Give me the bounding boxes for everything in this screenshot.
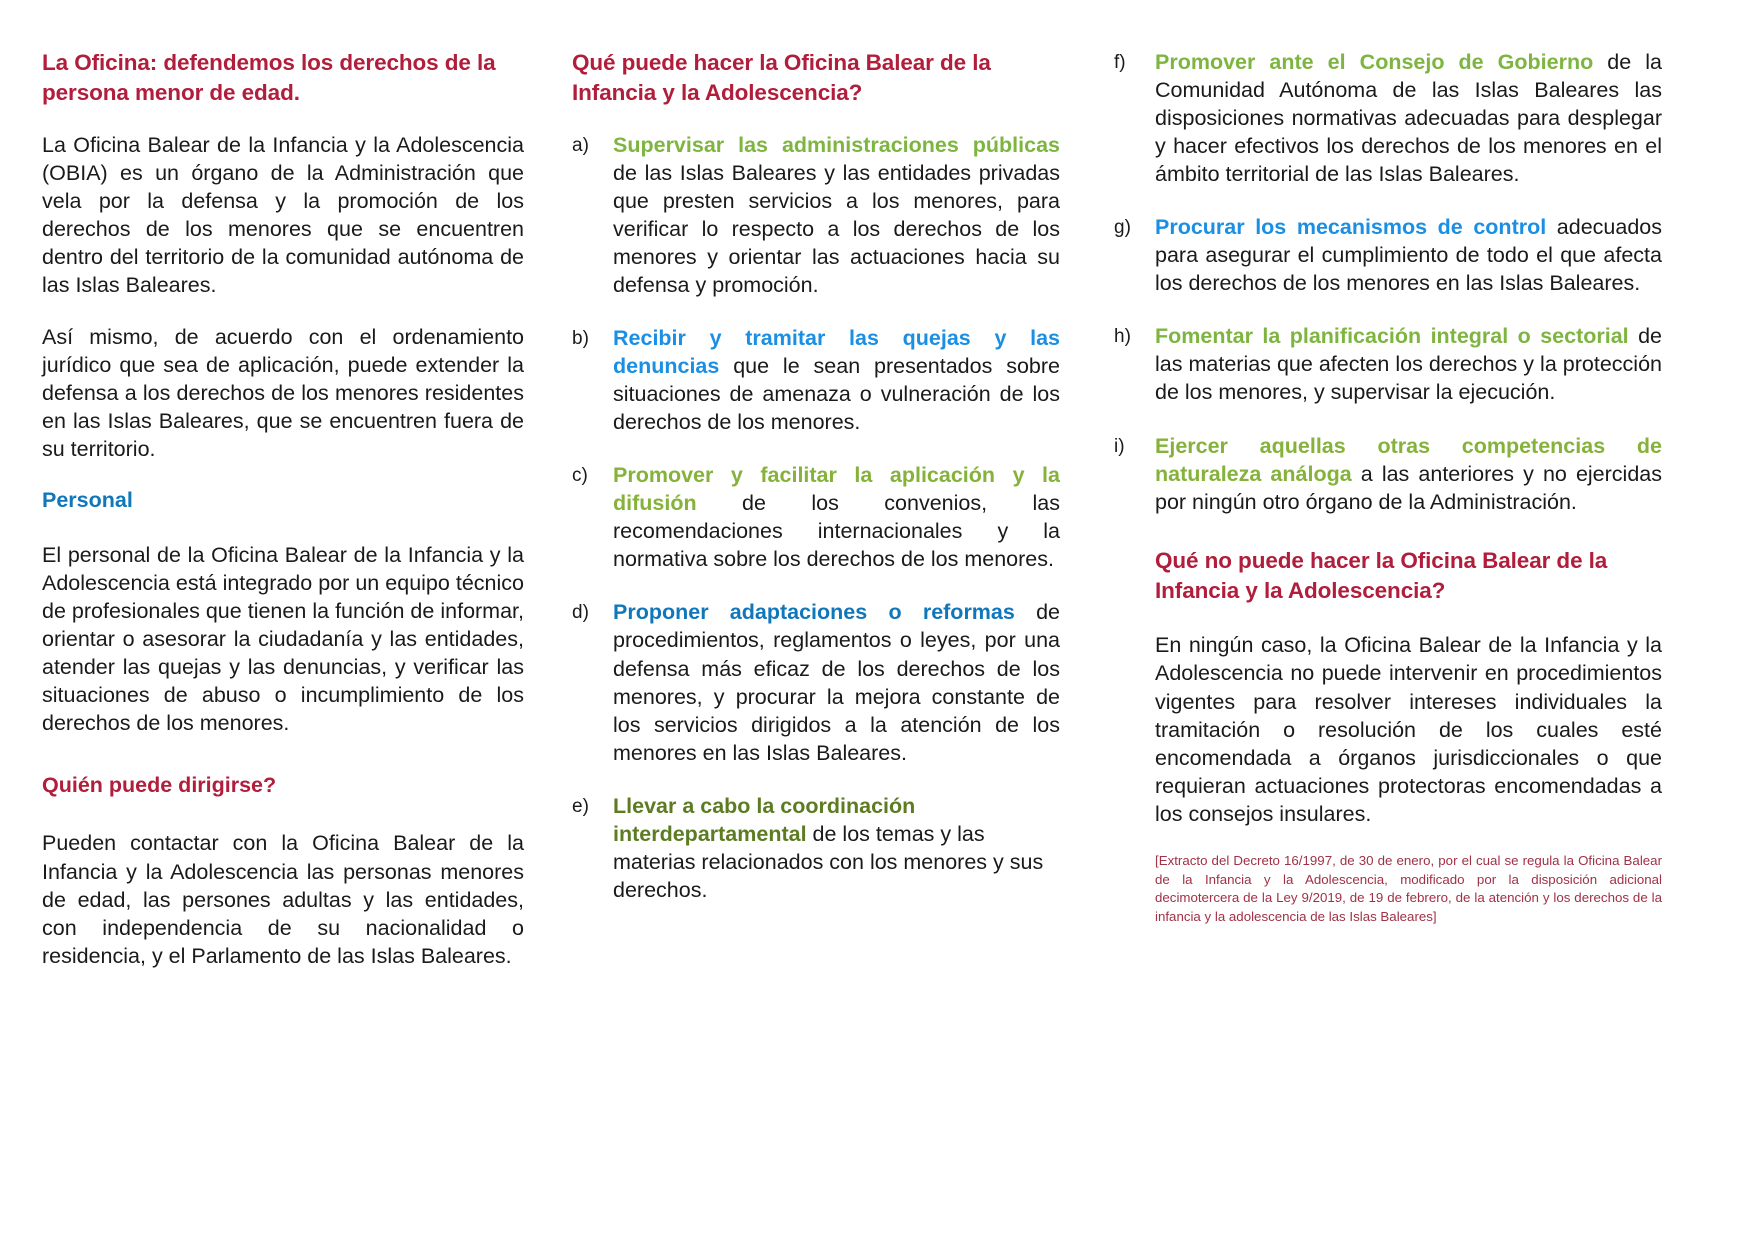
list-item-rest: de procedimientos, reglamentos o leyes, por una defensa más eficaz de los derechos de los menores, y procurar la mejora constante de los servicios dirigidos a la atención de los menores en las Islas Baleares. [613,600,1060,765]
three-column-layout [42,48,1712,1221]
competences-list-part-1 [572,131,1060,904]
list-marker: g) [1114,217,1131,239]
section-title-what-office-can-do: Qué puede hacer la Oficina Balear de la Infancia y la Adolescencia? [572,50,991,106]
list-item [572,324,1060,436]
list-item [572,131,1060,299]
paragraph-personal-description: El personal de la Oficina Balear de la Infancia y la Adolescencia está integrado por un equipo técnico de profesionales que tienen la función de informar, orientar o asesorar la ciudadanía y las entidades, atender las quejas y las denuncias, y verificar las situaciones de abuso o incumplimiento de los derechos de los menores. [42,543,524,736]
list-item-rest: de los temas y las materias relacionados con los menores y sus derechos. [613,821,1044,902]
subheading-personal: Personal [42,488,133,513]
list-item-rest: de la Comunidad Autónoma de las Islas Baleares las disposiciones normativas adecuadas para desplegar y hacer efectivos los derechos de los menores en el ámbito territorial de las Islas Baleares. [1155,50,1662,187]
list-item [1114,432,1662,516]
list-marker: b) [572,328,589,350]
list-item-rest: a las anteriores y no ejercidas por ningún otro órgano de la Administración. [1155,461,1662,514]
list-item-rest: adecuados para asegurar el cumplimiento de todo el que afecta los derechos de los menores en las Islas Baleares. [1155,215,1662,296]
list-item-lead: Supervisar las administraciones públicas [613,132,1060,157]
column-left [42,48,572,970]
list-item-lead: Promover y facilitar la aplicación y la difusión [613,463,1060,516]
list-item-rest: que le sean presentados sobre situaciones de amenaza o vulneración de los derechos de los menores. [613,354,1060,435]
list-marker: i) [1114,435,1125,457]
paragraph-who-can-contact: Pueden contactar con la Oficina Balear de la Infancia y la Adolescencia las personas menores de edad, las persones adultas y las entidades, con independencia de su nacionalidad o residencia, y el Parlamento de las Islas Baleares. [42,831,524,968]
list-marker: d) [572,602,589,624]
list-item [1114,213,1662,297]
paragraph-obia-definition: La Oficina Balear de la Infancia y la Adolescencia (OBIA) es un órgano de la Administración que vela por la defensa y la promoción de los derechos de los menores que se encuentren dentro del territorio de la comunidad autónoma de las Islas Baleares. [42,132,524,297]
column-middle [572,48,1102,904]
list-item [572,598,1060,766]
list-item-rest: de las materias que afecten los derechos y la protección de los menores, y supervisar la ejecución. [1155,324,1662,405]
list-item [1114,48,1662,188]
list-item-lead: Promover ante el Consejo de Gobierno [1155,50,1594,74]
list-item-lead: Procurar los mecanismos de control [1155,215,1547,240]
subheading-quien-puede-dirigirse: Quién puede dirigirse? [42,772,277,797]
list-item [572,792,1060,904]
list-marker: c) [572,465,588,487]
list-marker: e) [572,795,589,817]
list-marker: h) [1114,326,1131,348]
competences-list-part-2 [1114,48,1662,516]
page-title: La Oficina: defendemos los derechos de la persona menor de edad. [42,50,496,106]
legal-source-footnote: [Extracto del Decreto 16/1997, de 30 de enero, por el cual se regula la Oficina Balear de la Infancia y la Adolescencia, modificado por la disposición adicional decimotercera de la Ley 9/2019, de 19 de febrero, de la atención y los derechos de la infancia y la adolescencia de las Islas Baleares] [1155,852,1662,925]
list-item-rest: de los convenios, las recomendaciones internacionales y la normativa sobre los derechos de los menores. [613,491,1060,572]
list-marker: f) [1114,52,1126,73]
paragraph-extended-defense: Así mismo, de acuerdo con el ordenamiento jurídico que sea de aplicación, puede extender la defensa a los derechos de los menores residentes en las Islas Baleares, que se encuentren fuera de su territorio. [42,325,524,462]
list-item [572,461,1060,573]
list-item-lead: Proponer adaptaciones o reformas [613,600,1015,625]
column-right [1102,48,1662,927]
list-item-rest: de las Islas Baleares y las entidades privadas que presten servicios a los menores, para verificar lo respecto a los derechos de los menores y orientar las actuaciones hacia su defensa y promoción. [613,160,1060,297]
list-item [1114,322,1662,406]
list-item-lead: Fomentar la planificación integral o sectorial [1155,324,1629,349]
list-marker: a) [572,134,589,156]
list-item-lead: Recibir y tramitar las quejas y las denuncias [613,326,1060,379]
list-item-lead: Ejercer aquellas otras competencias de naturaleza análoga [1155,433,1662,486]
section-title-what-office-cannot-do: Qué no puede hacer la Oficina Balear de la Infancia y la Adolescencia? [1155,547,1608,604]
list-item-lead: Llevar a cabo la coordinación interdepartamental [613,793,916,846]
paragraph-cannot-do: En ningún caso, la Oficina Balear de la Infancia y la Adolescencia no puede intervenir en procedimientos vigentes para resolver intereses individuales la tramitación o resolución de los cuales esté encomendada a órganos jurisdiccionales o que requieran actuaciones protectoras encomendadas a los consejos insulares. [1155,633,1662,826]
